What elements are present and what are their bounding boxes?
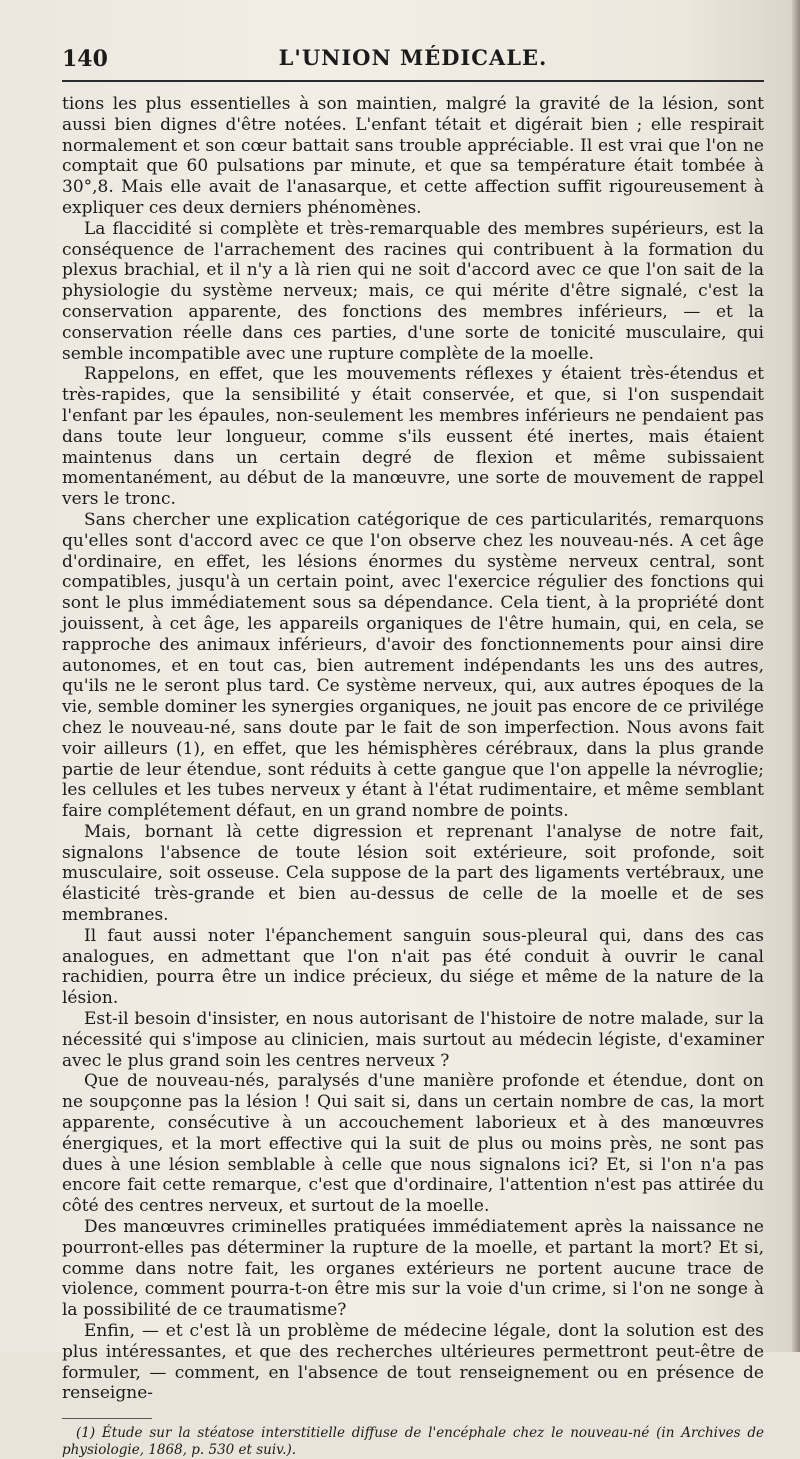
paragraph: Que de nouveau-nés, paralysés d'une manière profonde et étendue, dont on ne soupçonne pas la lésion ! Qui sait si, dans un certain nombre de cas, la mort apparente, consécutive à un accouchement laborieux et à des manœuvres énergiques, et la mort effective qui la suit de plus ou moins près, ne sont pas dues à une lésion semblable à celle que nous signalons ici? Et, si l'on n'a pas encore fait cette remarque, c'est que d'ordinaire, l'attention n'est pas attirée du côté des centres nerveux, et surtout de la moelle.: [62, 1071, 764, 1217]
paragraph: Est-il besoin d'insister, en nous autorisant de l'histoire de notre malade, sur la nécessité qui s'impose au clinicien, mais surtout au médecin légiste, d'examiner avec le plus grand soin les centres nerveux ?: [62, 1009, 764, 1071]
footnote: (1) Étude sur la stéatose interstitielle diffuse de l'encéphale chez le nouveau-né (in Archives de physiologie, 1868, p. 530 et suiv.).: [62, 1425, 764, 1459]
footnote-rule: [62, 1418, 152, 1419]
paragraph: Mais, bornant là cette digression et reprenant l'analyse de notre fait, signalons l'absence de toute lésion soit extérieure, soit profonde, soit musculaire, soit osseuse. Cela suppose de la part des ligaments vertébraux, une élasticité très-grande et bien au-dessus de celle de la moelle et de ses membranes.: [62, 821, 764, 926]
page-number: 140: [62, 46, 108, 72]
page-header: [62, 32, 764, 72]
paragraph: La flaccidité si complète et très-remarquable des membres supérieurs, est la conséquence de l'arrachement des racines qui contribuent à la formation du plexus brachial, et il n'y a là rien qui ne soit d'accord avec ce que l'on sait de la physiologie du système nerveux; mais, ce qui mérite d'être signalé, c'est la conservation apparente, des fonctions des membres inférieurs, — et la conservation réelle dans ces parties, d'une sorte de tonicité musculaire, qui semble incompatible avec une rupture complète de la moelle.: [62, 218, 764, 364]
paragraph: tions les plus essentielles à son maintien, malgré la gravité de la lésion, sont aussi bien dignes d'être notées. L'enfant tétait et digérait bien ; elle respirait normalement et son cœur battait sans trouble appréciable. Il est vrai que l'on ne comptait que 60 pulsations par minute, et que sa température était tombée à 30°,8. Mais elle avait de l'anasarque, et cette affection suffit rigoureusement à expliquer ces deux derniers phénomènes.: [62, 94, 764, 218]
running-title: L'UNION MÉDICALE.: [278, 45, 548, 70]
paragraph: Rappelons, en effet, que les mouvements réflexes y étaient très-étendus et très-rapides, que la sensibilité y était conservée, et que, si l'on suspendait l'enfant par les épaules, non-seulement les membres inférieurs ne pendaient pas dans toute leur longueur, comme s'ils eussent été inertes, mais étaient maintenus dans un certain degré de flexion et même subissaient momentanément, au début de la manœuvre, une sorte de mouvement de rappel vers le tronc.: [62, 364, 764, 510]
body-text: [62, 94, 764, 1404]
paragraph: Sans chercher une explication catégorique de ces particularités, remarquons qu'elles sont d'accord avec ce que l'on observe chez les nouveau-nés. A cet âge d'ordinaire, en effet, les lésions énormes du système nerveux central, sont compatibles, jusqu'à un certain point, avec l'exercice régulier des fonctions qui sont le plus immédiatement sous sa dépendance. Cela tient, à la propriété dont jouissent, à cet âge, les appareils organiques de l'être humain, qui, en cela, se rapproche des animaux inférieurs, d'avoir des fonctionnements pour ainsi dire autonomes, et en tout cas, bien autrement indépendants les uns des autres, qu'ils ne le seront plus tard. Ce système nerveux, qui, aux autres époques de la vie, semble dominer les synergies organiques, ne jouit pas encore de ce privilége chez le nouveau-né, sans doute par le fait de son imperfection. Nous avons fait voir ailleurs (1), en effet, que les hémisphères cérébraux, dans la plus grande partie de leur étendue, sont réduits à cette gangue que l'on appelle la névroglie; les cellules et les tubes nerveux y étant à l'état rudimentaire, et même semblant faire complétement défaut, en un grand nombre de points.: [62, 509, 764, 822]
page-binding-edge: [792, 0, 800, 1352]
paragraph: Des manœuvres criminelles pratiquées immédiatement après la naissance ne pourront-elles pas déterminer la rupture de la moelle, et partant la mort? Et si, comme dans notre fait, les organes extérieurs ne portent aucune trace de violence, comment pourra-t-on être mis sur la voie d'un crime, si l'on ne songe à la possibilité de ce traumatisme?: [62, 1217, 764, 1321]
header-rule: [62, 80, 764, 82]
paragraph: Il faut aussi noter l'épanchement sanguin sous-pleural qui, dans des cas analogues, en admettant que l'on n'ait pas été conduit à ouvrir le canal rachidien, pourra être un indice précieux, du siége et même de la nature de la lésion.: [62, 925, 764, 1009]
paragraph: Enfin, — et c'est là un problème de médecine légale, dont la solution est des plus intéressantes, et que des recherches ultérieures permettront peut-être de formuler, — comment, en l'absence de tout renseignement ou en présence de renseigne-: [62, 1321, 764, 1404]
